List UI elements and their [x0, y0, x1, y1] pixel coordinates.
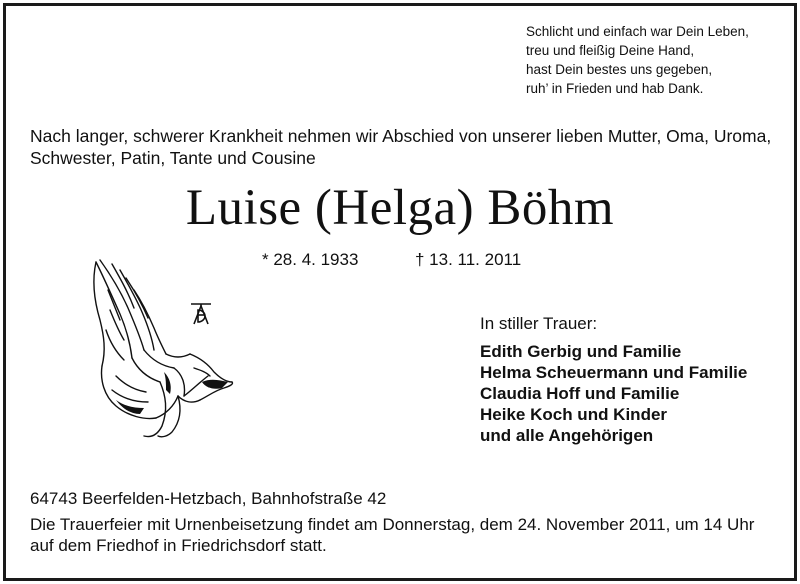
deceased-name: Luise (Helga) Böhm	[185, 180, 615, 236]
birth-date: * 28. 4. 1933	[262, 250, 359, 269]
poem-line: ruh’ in Frieden und hab Dank.	[526, 81, 704, 96]
poem-line: hast Dein bestes uns gegeben,	[526, 62, 713, 77]
family-address: 64743 Beerfelden-Hetzbach, Bahnhofstraße 42	[30, 489, 387, 508]
poem-line: Schlicht und einfach war Dein Leben,	[526, 24, 749, 39]
mourners-block	[480, 313, 780, 446]
mourners-list	[480, 341, 780, 446]
poem-line: treu und fleißig Deine Hand,	[526, 43, 695, 58]
praying-hands-icon	[82, 250, 242, 440]
durer-monogram-icon	[188, 300, 214, 326]
death-date: † 13. 11. 2011	[415, 250, 522, 269]
mourner-name: und alle Angehörigen	[480, 426, 654, 445]
mourners-title: In stiller Trauer:	[480, 314, 598, 333]
mourner-name: Claudia Hoff und Familie	[480, 384, 680, 403]
intro-text: Nach langer, schwerer Krankheit nehmen wir Abschied von unserer lieben Mutter, Oma, Uroma, Schwester, Patin, Tante und Cousine	[30, 126, 772, 168]
memorial-poem	[526, 22, 791, 98]
mourner-name: Edith Gerbig und Familie	[480, 342, 682, 361]
funeral-service-info: Die Trauerfeier mit Urnenbeisetzung findet am Donnerstag, dem 24. November 2011, um 14 Uhr auf dem Friedhof in Friedrichsdorf statt.	[30, 515, 755, 555]
mourner-name: Helma Scheuermann und Familie	[480, 363, 748, 382]
mourner-name: Heike Koch und Kinder	[480, 405, 668, 424]
